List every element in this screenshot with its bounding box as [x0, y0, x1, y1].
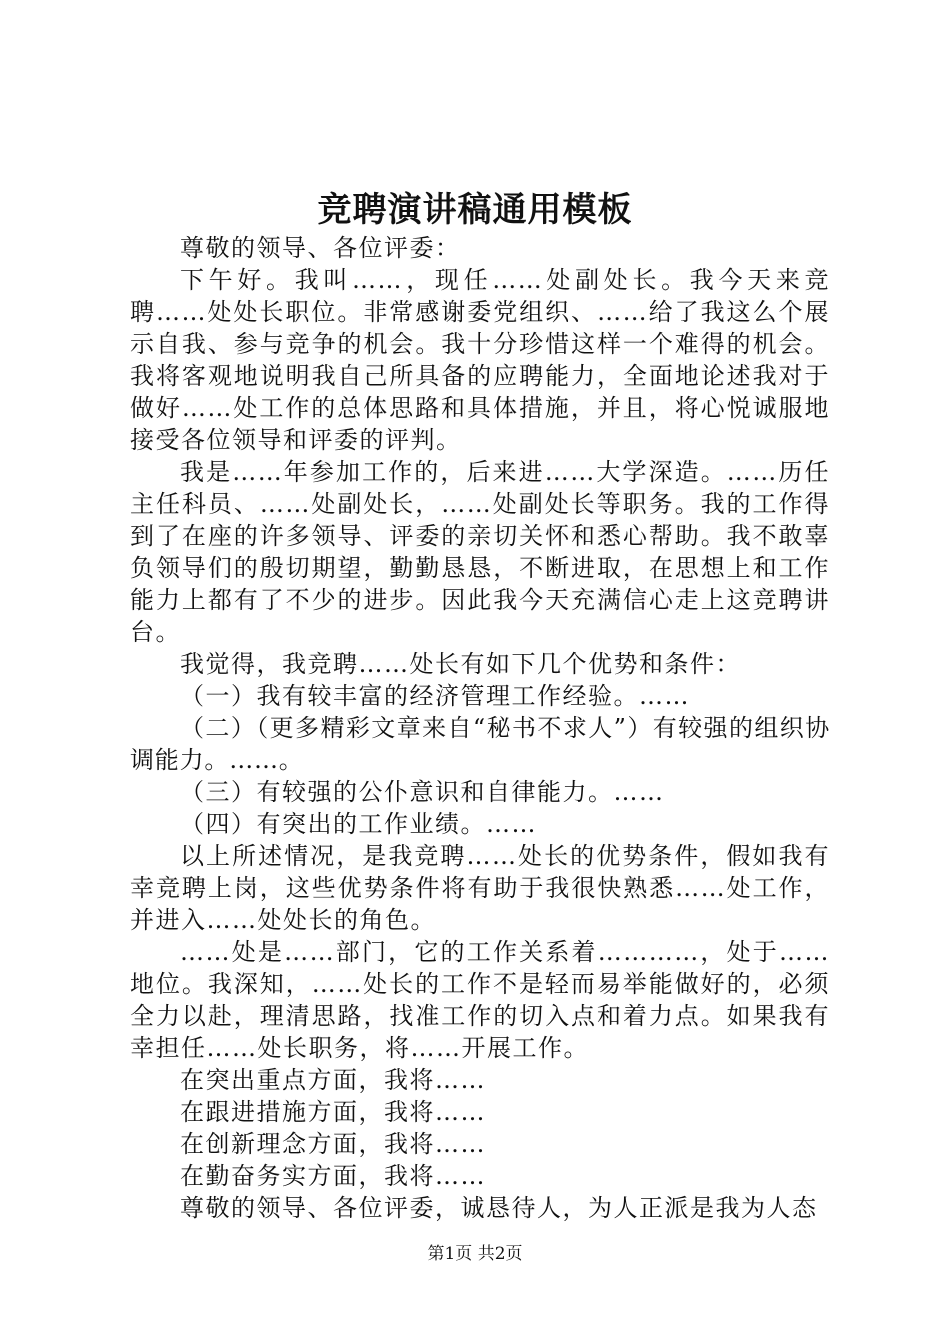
plan-item-measures: 在跟进措施方面，我将……: [180, 1098, 486, 1126]
plan-item-diligence: 在勤奋务实方面，我将……: [180, 1162, 486, 1190]
paragraph-work-plan: ……处是……部门，它的工作关系着…………，处于……地位。我深知，……处长的工作不是轻而易举能做好的，必须全力以赴，理清思路，找准工作的切入点和着力点。如果我有幸担任……处长职务，将……开展工作。: [130, 938, 830, 1062]
plan-item-innovation: 在创新理念方面，我将……: [180, 1130, 486, 1158]
list-item-advantage-1: （一）我有较丰富的经济管理工作经验。……: [180, 682, 690, 710]
salutation: 尊敬的领导、各位评委：: [180, 234, 461, 262]
paragraph-summary: 以上所述情况，是我竞聘……处长的优势条件，假如我有幸竞聘上岗，这些优势条件将有助于我很快熟悉……处工作，并进入……处处长的角色。: [130, 842, 830, 934]
list-item-advantage-3: （三）有较强的公仆意识和自律能力。……: [180, 778, 665, 806]
document-body: [130, 232, 830, 1224]
paragraph-intro: 下午好。我叫……，现任……处副处长。我今天来竞聘……处处长职位。非常感谢委党组织、……给了我这么个展示自我、参与竞争的机会。我十分珍惜这样一个难得的机会。我将客观地说明我自己所具备的应聘能力，全面地论述我对于做好……处工作的总体思路和具体措施，并且，将心悦诚服地接受各位领导和评委的评判。: [130, 266, 830, 454]
page-number: 第1页 共2页: [427, 1244, 523, 1264]
paragraph-experience: 我是……年参加工作的，后来进……大学深造。……历任主任科员、……处副处长，……处副处长等职务。我的工作得到了在座的许多领导、评委的亲切关怀和悉心帮助。我不敢辜负领导们的殷切期望，勤勤恳恳，不断进取，在思想上和工作能力上都有了不少的进步。因此我今天充满信心走上这竞聘讲台。: [130, 458, 830, 646]
document-title: 竞聘演讲稿通用模板: [317, 190, 633, 230]
list-item-advantage-4: （四）有突出的工作业绩。……: [180, 810, 537, 838]
list-item-advantage-2: （二）（更多精彩文章来自“秘书不求人”）有较强的组织协调能力。……。: [130, 714, 830, 774]
paragraph-closing: 尊敬的领导、各位评委，诚恳待人，为人正派是我为人态: [180, 1194, 818, 1222]
plan-item-focus: 在突出重点方面，我将……: [180, 1066, 486, 1094]
paragraph-advantages-intro: 我觉得，我竞聘……处长有如下几个优势和条件：: [180, 650, 741, 678]
